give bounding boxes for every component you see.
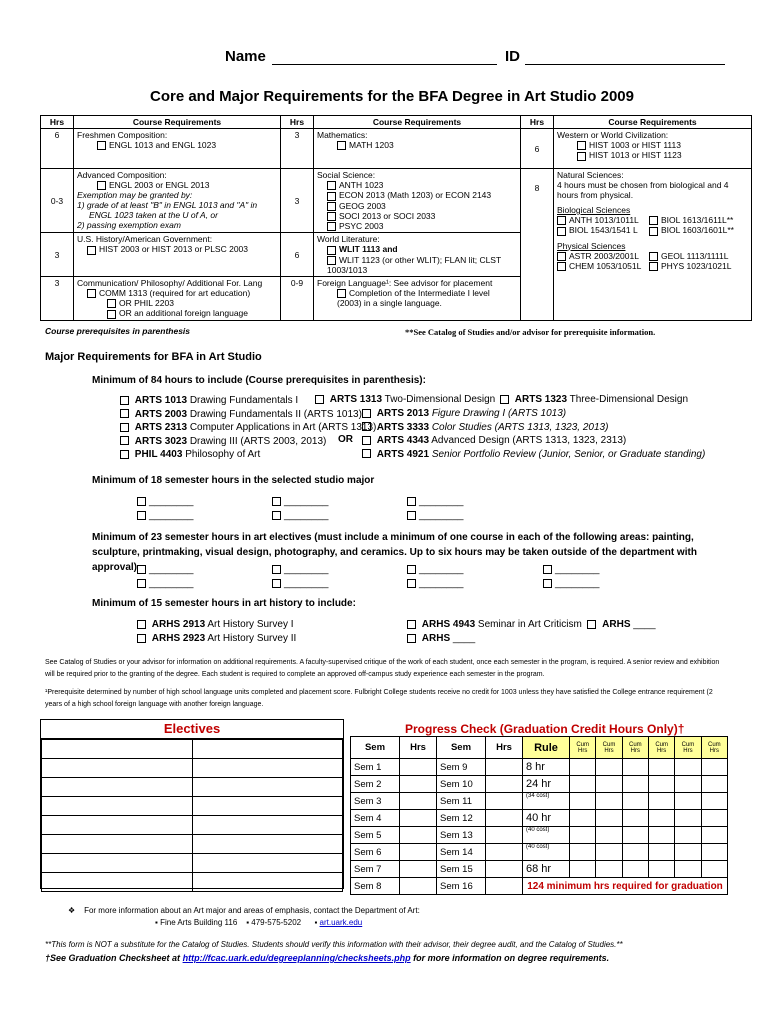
hrs-input[interactable] (400, 878, 437, 895)
cell-line: PHYS 1023/1021L (661, 260, 732, 271)
checksheet-link[interactable]: http://fcac.uark.edu/degreeplanning/checksheets.php (182, 953, 411, 963)
cell-line: World Literature: (317, 234, 380, 245)
sem-label: Sem 13 (437, 827, 486, 844)
course-code: ARTS 2313 (134, 422, 188, 433)
checkbox[interactable] (407, 579, 416, 588)
cell-line: OR PHIL 2203 (119, 298, 174, 308)
blank-col (272, 563, 329, 591)
us-history (74, 233, 281, 277)
rule-cell: 68 hr (523, 861, 570, 878)
hrs-cell: 8 (521, 169, 554, 321)
sem-label: Sem 11 (437, 793, 486, 810)
checkbox[interactable] (407, 634, 416, 643)
rule-cell: (34 cost) (523, 793, 570, 810)
course-desc: Three-Dimensional Design (569, 394, 689, 405)
name-label: Name (225, 48, 266, 65)
cell-line: Completion of the Intermediate I level (349, 287, 490, 298)
course-code: ARHS 4943 (421, 619, 476, 630)
course-desc: Philosophy of Art (185, 449, 261, 460)
course-code: ARTS 3023 (134, 435, 188, 447)
cell-line: Advanced Composition: (77, 170, 167, 180)
blank-line[interactable]: ________ (555, 564, 600, 575)
hrs-header: Hrs (400, 737, 437, 759)
electives-grid (41, 739, 343, 892)
checkbox[interactable] (272, 497, 281, 506)
sem-label: Sem 3 (351, 793, 400, 810)
checkbox[interactable] (137, 579, 146, 588)
blank-line[interactable]: ________ (149, 496, 194, 507)
course-code: ARTS 2013 (376, 408, 430, 419)
rule-cell: 24 hr (523, 776, 570, 793)
contact-intro (68, 906, 420, 915)
course-desc: Computer Applications in Art (ARTS 1313) (189, 422, 377, 433)
hrs-cell: 6 (281, 233, 314, 277)
cell-line: hours from physical. (557, 190, 634, 200)
checkbox[interactable] (272, 511, 281, 520)
note-requirements: See Catalog of Studies or your advisor for information on additional requirements. A faculty-supervised critique of the work of each student, once each semester in the program, is required. A senior review and exhibition will be required prior to the granting of the degree. Each student is required to complete an approved off-campus study experience each semester in the program. (45, 659, 720, 678)
checkbox[interactable] (407, 565, 416, 574)
checkbox[interactable] (337, 141, 346, 150)
checkbox[interactable] (137, 511, 146, 520)
checksheet-post: for more information on degree requirements. (413, 953, 610, 963)
mathematics (314, 129, 521, 169)
sem-label: Sem 1 (351, 759, 400, 776)
core-requirements-table (40, 115, 752, 321)
cell-line: Communication/ Philosophy/ Additional For. Lang (77, 277, 263, 288)
cell-line: 2) passing exemption exam (77, 220, 181, 231)
cell-line: Physical Sciences (557, 240, 626, 251)
checkbox[interactable] (362, 422, 371, 431)
blank-line[interactable]: ________ (419, 564, 464, 575)
checkbox[interactable] (120, 396, 129, 405)
communication (74, 276, 281, 320)
blank-col (137, 495, 194, 523)
cell-line: GEOG 2003 (339, 200, 386, 211)
hrs-input[interactable] (486, 759, 523, 776)
cell-line: HIST 2003 or HIST 2013 or PLSC 2003 (99, 244, 248, 255)
arts1313-row (315, 394, 495, 405)
hrs-cell: 0-3 (41, 169, 74, 233)
hrs-input[interactable] (400, 861, 437, 878)
hrs-input[interactable] (486, 810, 523, 827)
checkbox[interactable] (137, 497, 146, 506)
col-req: Course Requirements (314, 116, 521, 129)
course-desc: Drawing III (ARTS 2003, 2013) (189, 435, 327, 447)
cell-line: Mathematics: (317, 130, 368, 140)
note-prereq: ¹Prerequisite determined by number of high school language units completed and placement score. Fulbright College students receive no credit for 1003 unless they have satisfied the College entrance requirement (2 years of a high school foreign language with another foreign language. (45, 689, 713, 708)
blank-line[interactable]: ________ (284, 496, 329, 507)
sem-label: Sem 15 (437, 861, 486, 878)
hrs-input[interactable] (400, 793, 437, 810)
col-hrs: Hrs (281, 116, 314, 129)
checkbox[interactable] (543, 579, 552, 588)
cell-line: 1) grade of at least "B" in ENGL 1013 and "A" in (77, 200, 258, 211)
sem-label: Sem 12 (437, 810, 486, 827)
hrs-cell: 6 (41, 129, 74, 169)
checkbox[interactable] (87, 289, 96, 298)
cell-line: HIST 1013 or HIST 1123 (589, 150, 682, 161)
or-label: OR (338, 434, 353, 445)
checkbox[interactable] (327, 256, 336, 265)
hrs-input[interactable] (400, 827, 437, 844)
diamond-icon: ❖ (68, 906, 76, 915)
min23-label: Minimum of 23 semester hours in art electives (must include a minimum of one course in each of the following areas: painting, sculpture, printmaking, visual design, photography, and ceramics. Up to six hours may be taken outside of the department with approval) (92, 532, 697, 573)
course-desc: Seminar in Art Criticism (477, 619, 582, 630)
course-code: ARTS 1323 (514, 394, 568, 405)
course-desc: Art History Survey II (207, 633, 297, 644)
checkbox[interactable] (577, 141, 586, 150)
electives-title: Electives (41, 720, 343, 739)
hrs-input[interactable] (400, 759, 437, 776)
cum-header: Cum Hrs (701, 737, 727, 759)
checkbox[interactable] (107, 299, 116, 308)
hrs-cell: 0-9 (281, 276, 314, 320)
hrs-input[interactable] (486, 878, 523, 895)
cell-line: WLIT 1123 (or other WLIT); FLAN lit; CLST 1003/1013 (327, 254, 502, 275)
blank-line[interactable]: ________ (419, 578, 464, 589)
prereq-note: Course prerequisites in parenthesis (45, 326, 191, 336)
foreign-language (314, 276, 521, 320)
course-code: ARTS 4921 (376, 448, 430, 460)
cell-line: ENGL 1013 and ENGL 1023 (109, 140, 217, 150)
progress-table (350, 736, 728, 895)
col-hrs: Hrs (521, 116, 554, 129)
cum-header: Cum Hrs (570, 737, 596, 759)
course-desc: ____ (452, 633, 476, 644)
checkbox[interactable] (327, 212, 336, 221)
checkbox[interactable] (120, 436, 129, 445)
catalog-note: **See Catalog of Studies and/or advisor for prerequisite information. (405, 327, 656, 337)
checkbox[interactable] (362, 449, 371, 458)
course-desc: Drawing Fundamentals II (ARTS 1013) (189, 408, 362, 420)
cell-line: COMM 1313 (required for art education) (99, 287, 251, 298)
course-code: PHIL 4403 (134, 449, 183, 460)
hrs-input[interactable] (400, 810, 437, 827)
cell-line: 4 hours must be chosen from biological and 4 (557, 180, 729, 190)
major-heading: Major Requirements for BFA in Art Studio (45, 351, 262, 363)
course-code: ARTS 4343 (376, 435, 430, 446)
right-courses (362, 407, 705, 461)
contact-details (155, 918, 362, 927)
blank-line[interactable]: ________ (284, 510, 329, 521)
sem-label: Sem 16 (437, 878, 486, 895)
course-desc: Figure Drawing I (ARTS 1013) (431, 408, 567, 419)
cell-line: Natural Sciences: (557, 170, 624, 180)
cell-line: BIOL 1613/1611L** (661, 215, 734, 225)
checkbox[interactable] (327, 192, 336, 201)
checkbox[interactable] (120, 423, 129, 432)
checkbox[interactable] (87, 246, 96, 255)
hrs-input[interactable] (400, 776, 437, 793)
course-desc: Art History Survey I (207, 619, 294, 630)
course-code: ARHS (421, 633, 451, 644)
cell-line: ECON 2013 (Math 1203) or ECON 2143 (339, 190, 492, 201)
blank-col (407, 563, 464, 591)
hrs-cell: 3 (41, 276, 74, 320)
rule-cell: (40 cost) (523, 827, 570, 844)
cell-line: U.S. History/American Government: (77, 234, 213, 245)
blank-col (272, 495, 329, 523)
checkbox[interactable] (137, 620, 146, 629)
checkbox[interactable] (543, 565, 552, 574)
checkbox[interactable] (327, 246, 336, 255)
checkbox[interactable] (407, 620, 416, 629)
hrs-input[interactable] (486, 861, 523, 878)
blank-line[interactable]: ________ (419, 510, 464, 521)
blank-col (137, 563, 194, 591)
hrs-input[interactable] (400, 844, 437, 861)
checkbox[interactable] (587, 620, 596, 629)
cell-line: Biological Sciences (557, 205, 631, 215)
cum-header: Cum Hrs (675, 737, 701, 759)
progress-title: Progress Check (Graduation Credit Hours Only)† (405, 722, 685, 736)
bullet-icon: ▪ (314, 918, 318, 927)
cell-line: SOCI 2013 or SOCI 2033 (339, 210, 436, 221)
cell-line: GEOL 1113/1111L (661, 250, 729, 261)
cell-line: ANTH 1013/1011L (569, 215, 639, 225)
checkbox[interactable] (557, 227, 566, 236)
footer-checksheet: †See Graduation Checksheet at http://fcac.uark.edu/degreeplanning/checksheets.php for more information on degree requirements. (45, 953, 610, 963)
checkbox[interactable] (120, 409, 129, 418)
checkbox[interactable] (107, 310, 116, 319)
web-link[interactable]: art.uark.edu (319, 918, 363, 927)
checkbox[interactable] (362, 409, 371, 418)
checkbox[interactable] (649, 252, 658, 261)
hrs-input[interactable] (486, 844, 523, 861)
electives-box (40, 719, 344, 889)
sem-label: Sem 4 (351, 810, 400, 827)
sem-label: Sem 2 (351, 776, 400, 793)
min84-label: Minimum of 84 hours to include (Course prerequisites in parenthesis): (92, 375, 426, 386)
course-desc: Two-Dimensional Design (384, 394, 496, 405)
cell-line: Western or World Civilization: (557, 130, 669, 140)
world-literature (314, 233, 521, 277)
hrs-input[interactable] (486, 793, 523, 810)
checkbox[interactable] (362, 436, 371, 445)
course-desc: Advanced Design (ARTS 1313, 1323, 2313) (431, 435, 627, 446)
course-code: ARHS 2913 (151, 619, 206, 630)
checkbox[interactable] (137, 634, 146, 643)
min15-label: Minimum of 15 semester hours in art history to include: (92, 598, 356, 609)
sem-label: Sem 8 (351, 878, 400, 895)
cell-line: ASTR 2003/2001L (569, 250, 639, 261)
id-field[interactable] (525, 64, 725, 65)
checkbox[interactable] (327, 222, 336, 231)
sem-header: Sem (437, 737, 486, 759)
checkbox[interactable] (577, 152, 586, 161)
cell-line: Foreign Language¹: See advisor for placement (317, 277, 493, 288)
rule-header: Rule (523, 737, 570, 759)
phone: 479-575-5202 (251, 918, 302, 927)
arts1323-row (500, 394, 688, 405)
checkbox[interactable] (97, 141, 106, 150)
contact-text: For more information about an Art major and areas of emphasis, contact the Department of Art: (84, 906, 420, 915)
hrs-cell: 3 (41, 233, 74, 277)
checkbox[interactable] (407, 511, 416, 520)
cell-line: Exemption may be granted by: (77, 190, 193, 201)
course-desc: Color Studies (ARTS 1313, 1323, 2013) (431, 421, 609, 433)
building: Fine Arts Building 116 (160, 918, 238, 927)
cell-line: Freshmen Composition: (77, 130, 168, 140)
blank-line[interactable]: ________ (284, 564, 329, 575)
sem-header: Sem (351, 737, 400, 759)
cell-line: ANTH 1023 (339, 180, 384, 190)
checkbox[interactable] (315, 395, 324, 404)
blank-col (543, 563, 600, 591)
blank-line[interactable]: ________ (555, 578, 600, 589)
cell-line: CHEM 1053/1051L (569, 260, 642, 271)
cell-line: ENGL 2003 or ENGL 2013 (109, 180, 210, 190)
col-req: Course Requirements (74, 116, 281, 129)
page-title: Core and Major Requirements for the BFA Degree in Art Studio 2009 (150, 88, 634, 105)
course-code: ARTS 3333 (376, 421, 430, 433)
sem-label: Sem 6 (351, 844, 400, 861)
id-label: ID (505, 48, 520, 65)
checkbox[interactable] (272, 565, 281, 574)
hrs-cell: 3 (281, 129, 314, 169)
hrs-cell: 3 (281, 169, 314, 233)
checkbox[interactable] (327, 181, 336, 190)
cell-line: OR an additional foreign language (119, 308, 249, 319)
cell-line: WLIT 1113 and (339, 244, 398, 255)
course-code: ARTS 1313 (329, 394, 383, 405)
checkbox[interactable] (557, 252, 566, 261)
cell-line: (2003) in a single language. (337, 298, 442, 308)
arhs-left (137, 618, 296, 646)
cum-header: Cum Hrs (596, 737, 622, 759)
cum-header: Cum Hrs (622, 737, 648, 759)
checkbox[interactable] (272, 579, 281, 588)
checkbox[interactable] (557, 216, 566, 225)
course-code: ARTS 1013 (134, 395, 188, 406)
sem-label: Sem 7 (351, 861, 400, 878)
blank-line[interactable]: ________ (149, 578, 194, 589)
hrs-header: Hrs (486, 737, 523, 759)
checkbox[interactable] (97, 181, 106, 190)
col-hrs: Hrs (41, 116, 74, 129)
cell-line: ENGL 1023 taken at the U of A, or (89, 210, 218, 221)
min18-label: Minimum of 18 semester hours in the selected studio major (92, 475, 375, 486)
blank-line[interactable]: ________ (149, 564, 194, 575)
cum-header: Cum Hrs (648, 737, 674, 759)
arhs-right (407, 618, 656, 646)
hrs-input[interactable] (486, 776, 523, 793)
blank-line[interactable]: ________ (419, 496, 464, 507)
checkbox[interactable] (649, 227, 658, 236)
progress-footer: 124 minimum hrs required for graduation (523, 878, 728, 895)
blank-line[interactable]: ________ (149, 510, 194, 521)
checkbox[interactable] (337, 289, 346, 298)
col-req: Course Requirements (554, 116, 752, 129)
freshmen-comp (74, 129, 281, 169)
rule-cell: 8 hr (523, 759, 570, 776)
checkbox[interactable] (137, 565, 146, 574)
checkbox[interactable] (557, 262, 566, 271)
bullet-icon: ▪ (155, 918, 158, 927)
course-code: ARTS 2003 (134, 408, 188, 420)
blank-col (407, 495, 464, 523)
name-field[interactable] (272, 64, 497, 65)
social-science (314, 169, 521, 233)
checkbox[interactable] (327, 202, 336, 211)
cell-line: HIST 1003 or HIST 1113 (589, 140, 681, 150)
cell-line: Social Science: (317, 170, 376, 180)
rule-cell: (40 cost) (523, 844, 570, 861)
checkbox[interactable] (500, 395, 509, 404)
cell-line: BIOL 1603/1601L** (661, 225, 734, 236)
bullet-icon: ▪ (246, 918, 250, 927)
course-code: ARHS 2923 (151, 633, 206, 644)
sem-label: Sem 5 (351, 827, 400, 844)
cell-line: BIOL 1543/1541 L (569, 225, 638, 236)
advanced-comp (74, 169, 281, 233)
course-desc: Senior Portfolio Review (Junior, Senior, or Graduate standing) (431, 448, 706, 460)
footer-disclaimer: **This form is NOT a substitute for the Catalog of Studies. Students should verify this information with their advisor, their degree audit, and the Catalog of Studies.** (45, 940, 623, 949)
western-civ (554, 129, 752, 169)
cell-line: MATH 1203 (349, 140, 394, 150)
checkbox[interactable] (120, 450, 129, 459)
sem-label: Sem 10 (437, 776, 486, 793)
blank-line[interactable]: ________ (284, 578, 329, 589)
course-code: ARHS (602, 619, 631, 630)
checksheet-pre: See Graduation Checksheet at (50, 953, 181, 963)
course-desc: ____ (633, 619, 656, 630)
rule-cell: 40 hr (523, 810, 570, 827)
checkbox[interactable] (649, 216, 658, 225)
natural-sciences (554, 169, 752, 321)
hrs-cell: 6 (521, 129, 554, 169)
checkbox[interactable] (649, 262, 658, 271)
course-desc: Drawing Fundamentals I (189, 395, 299, 406)
cell-line: PSYC 2003 (339, 221, 384, 231)
sem-label: Sem 9 (437, 759, 486, 776)
checkbox[interactable] (407, 497, 416, 506)
hrs-input[interactable] (486, 827, 523, 844)
sem-label: Sem 14 (437, 844, 486, 861)
